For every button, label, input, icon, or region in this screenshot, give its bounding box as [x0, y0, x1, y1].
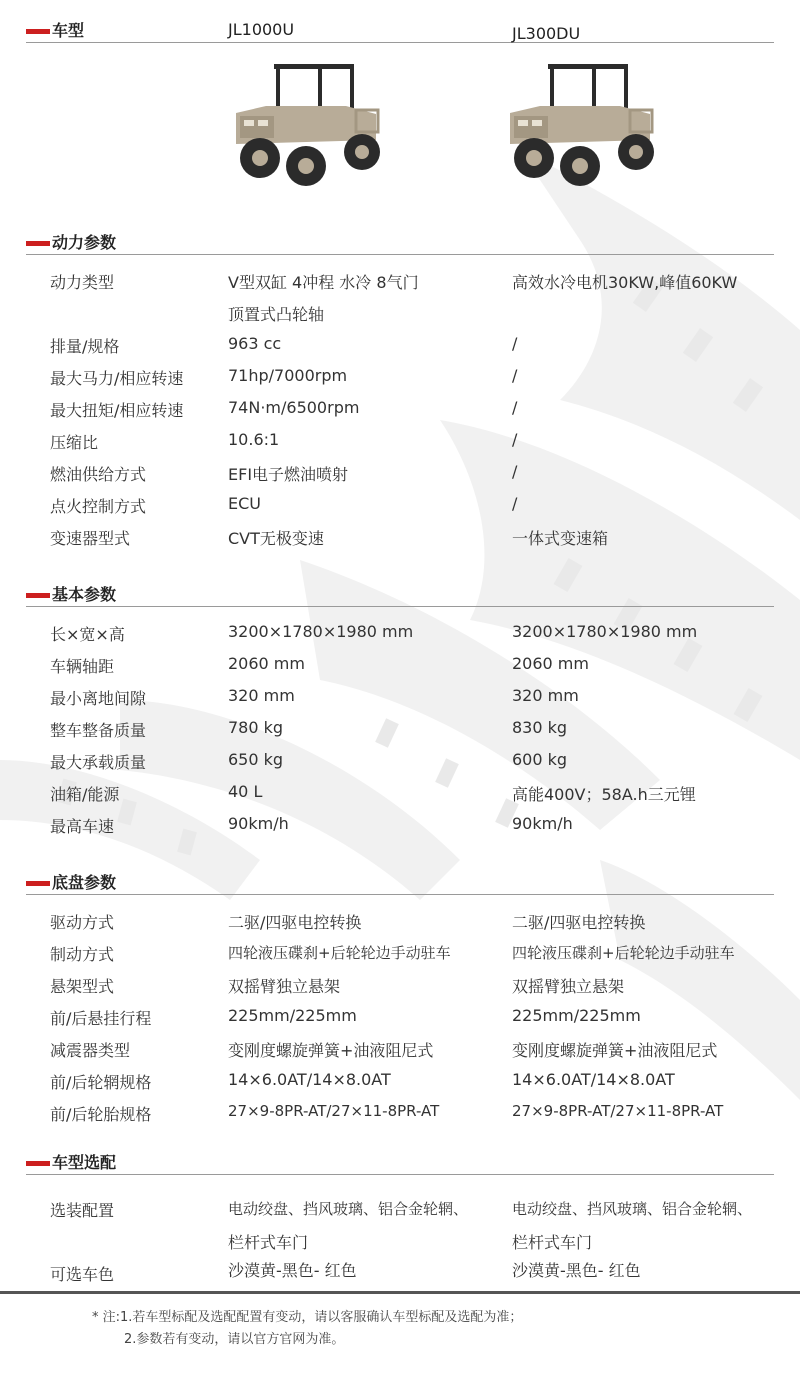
spec-value-1: 14×6.0AT/14×8.0AT — [228, 1070, 391, 1089]
spec-row — [0, 814, 800, 844]
spec-value-2: 90km/h — [512, 814, 573, 833]
spec-value-1: 10.6:1 — [228, 430, 280, 449]
spec-label: 油箱/能源 — [50, 785, 120, 804]
section-title: 车型选配 — [52, 1153, 117, 1172]
spec-value-1-line2: 顶置式凸轮轴 — [228, 305, 325, 324]
spec-label: 动力类型 — [50, 273, 115, 292]
spec-value-2: / — [512, 430, 518, 449]
spec-label: 燃油供给方式 — [50, 465, 147, 484]
spec-row — [0, 910, 800, 940]
spec-value-1: 780 kg — [228, 718, 284, 737]
spec-label: 最小离地间隙 — [50, 689, 147, 708]
model-header-bar — [0, 18, 800, 42]
spec-value-1: 电动绞盘、挡风玻璃、铝合金轮辋、 — [228, 1200, 469, 1218]
spec-label: 选装配置 — [50, 1201, 115, 1220]
spec-label: 点火控制方式 — [50, 497, 147, 516]
section-header — [0, 230, 800, 254]
spec-value-2: 高效水冷电机30KW,峰值60KW — [512, 273, 738, 292]
spec-value-2: 830 kg — [512, 718, 568, 737]
accent-bar — [26, 241, 50, 246]
spec-value-2: 高能400V；58A.h三元锂 — [512, 785, 696, 804]
spec-value-2: / — [512, 462, 518, 481]
spec-value-2-line2: 栏杆式车门 — [512, 1233, 593, 1252]
spec-row — [0, 686, 800, 716]
spec-value-1: CVT无极变速 — [228, 529, 324, 548]
footnote-2: 2.参数若有变动，请以官方官网为准。 — [124, 1332, 345, 1347]
spec-value-1: 650 kg — [228, 750, 284, 769]
spec-value-1: 沙漠黄-黑色- 红色 — [228, 1261, 357, 1280]
spec-row — [0, 1102, 800, 1132]
spec-label: 压缩比 — [50, 433, 99, 452]
spec-row — [0, 782, 800, 812]
spec-value-1: ECU — [228, 494, 261, 513]
vehicle-image-jl1000u — [226, 58, 386, 188]
power-section — [0, 230, 800, 560]
spec-value-2: 沙漠黄-黑色- 红色 — [512, 1261, 641, 1280]
spec-row — [0, 1198, 800, 1260]
spec-row — [0, 1006, 800, 1036]
spec-value-1: 963 cc — [228, 334, 282, 353]
model-header-label: 车型 — [52, 21, 85, 40]
chassis-section — [0, 870, 800, 1130]
spec-row — [0, 430, 800, 460]
model-name-2: JL300DU — [512, 24, 581, 43]
section-header — [0, 1150, 800, 1174]
basic-section — [0, 582, 800, 842]
spec-value-1: 27×9-8PR-AT/27×11-8PR-AT — [228, 1102, 440, 1120]
section-title: 底盘参数 — [52, 873, 117, 892]
spec-value-2: 3200×1780×1980 mm — [512, 622, 698, 641]
spec-label: 制动方式 — [50, 945, 115, 964]
spec-row — [0, 398, 800, 428]
spec-value-2: 电动绞盘、挡风玻璃、铝合金轮辋、 — [512, 1200, 753, 1218]
spec-value-2: 双摇臂独立悬架 — [512, 977, 625, 996]
options-section — [0, 1150, 800, 1290]
spec-label: 最大马力/相应转速 — [50, 369, 184, 388]
spec-label: 长×宽×高 — [50, 625, 125, 644]
spec-row — [0, 622, 800, 652]
accent-bar — [26, 881, 50, 886]
spec-label: 前/后悬挂行程 — [50, 1009, 152, 1028]
spec-value-2: 变刚度螺旋弹簧+油液阻尼式 — [512, 1041, 718, 1060]
spec-value-2: 320 mm — [512, 686, 579, 705]
spec-label: 减震器类型 — [50, 1041, 131, 1060]
model-name-1: JL1000U — [228, 20, 295, 39]
spec-row — [0, 942, 800, 972]
spec-label: 最大承载质量 — [50, 753, 147, 772]
spec-value-2: 14×6.0AT/14×8.0AT — [512, 1070, 675, 1089]
spec-value-2: / — [512, 494, 518, 513]
spec-row — [0, 270, 800, 332]
footnote-1: * 注:1.若车型标配及选配配置有变动，请以客服确认车型标配及选配为准； — [92, 1310, 523, 1325]
spec-value-2: 27×9-8PR-AT/27×11-8PR-AT — [512, 1102, 724, 1120]
spec-value-1: 3200×1780×1980 mm — [228, 622, 414, 641]
vehicle-image-jl300du — [500, 58, 660, 188]
spec-value-1: 双摇臂独立悬架 — [228, 977, 341, 996]
spec-row — [0, 494, 800, 524]
spec-row — [0, 334, 800, 364]
accent-bar — [26, 1161, 50, 1166]
spec-value-1: 74N·m/6500rpm — [228, 398, 360, 417]
spec-row — [0, 1260, 800, 1290]
divider — [26, 254, 774, 255]
divider — [26, 1174, 774, 1175]
spec-label: 车辆轴距 — [50, 657, 115, 676]
spec-label: 悬架型式 — [50, 977, 115, 996]
spec-value-1: 225mm/225mm — [228, 1006, 357, 1025]
spec-value-2: 四轮液压碟刹+后轮轮边手动驻车 — [512, 944, 735, 962]
spec-row — [0, 366, 800, 396]
spec-label: 前/后轮辋规格 — [50, 1073, 152, 1092]
spec-value-2: / — [512, 334, 518, 353]
spec-row — [0, 1038, 800, 1068]
spec-row — [0, 1070, 800, 1100]
spec-value-2: 225mm/225mm — [512, 1006, 641, 1025]
footer-divider — [0, 1291, 800, 1294]
divider — [26, 894, 774, 895]
spec-label: 最高车速 — [50, 817, 115, 836]
model-header — [0, 18, 800, 58]
spec-value-2: 一体式变速箱 — [512, 529, 609, 548]
spec-value-1: 320 mm — [228, 686, 295, 705]
spec-row — [0, 718, 800, 748]
spec-value-1: 变刚度螺旋弹簧+油液阻尼式 — [228, 1041, 434, 1060]
spec-label: 前/后轮胎规格 — [50, 1105, 152, 1124]
spec-row — [0, 974, 800, 1004]
divider — [26, 606, 774, 607]
spec-row — [0, 750, 800, 780]
section-title: 动力参数 — [52, 233, 117, 252]
spec-value-1: 四轮液压碟刹+后轮轮边手动驻车 — [228, 944, 451, 962]
spec-label: 驱动方式 — [50, 913, 115, 932]
spec-value-2: / — [512, 366, 518, 385]
spec-value-1: 二驱/四驱电控转换 — [228, 913, 362, 932]
accent-bar — [26, 29, 50, 34]
section-header — [0, 582, 800, 606]
spec-value-2: / — [512, 398, 518, 417]
spec-value-2: 600 kg — [512, 750, 568, 769]
spec-value-1: 40 L — [228, 782, 263, 801]
accent-bar — [26, 593, 50, 598]
spec-label: 排量/规格 — [50, 337, 120, 356]
spec-row — [0, 654, 800, 684]
spec-label: 整车整备质量 — [50, 721, 147, 740]
spec-value-1: V型双缸 4冲程 水冷 8气门 — [228, 273, 419, 292]
section-header — [0, 870, 800, 894]
spec-label: 最大扭矩/相应转速 — [50, 401, 184, 420]
spec-value-1: EFI电子燃油喷射 — [228, 465, 349, 484]
spec-value-1: 90km/h — [228, 814, 289, 833]
spec-row — [0, 526, 800, 556]
spec-value-1: 71hp/7000rpm — [228, 366, 348, 385]
spec-row — [0, 462, 800, 492]
divider — [26, 42, 774, 43]
spec-value-2: 二驱/四驱电控转换 — [512, 913, 646, 932]
spec-label: 可选车色 — [50, 1265, 115, 1284]
spec-value-2: 2060 mm — [512, 654, 589, 673]
spec-value-1: 2060 mm — [228, 654, 305, 673]
section-title: 基本参数 — [52, 585, 117, 604]
spec-value-1-line2: 栏杆式车门 — [228, 1233, 309, 1252]
spec-label: 变速器型式 — [50, 529, 131, 548]
